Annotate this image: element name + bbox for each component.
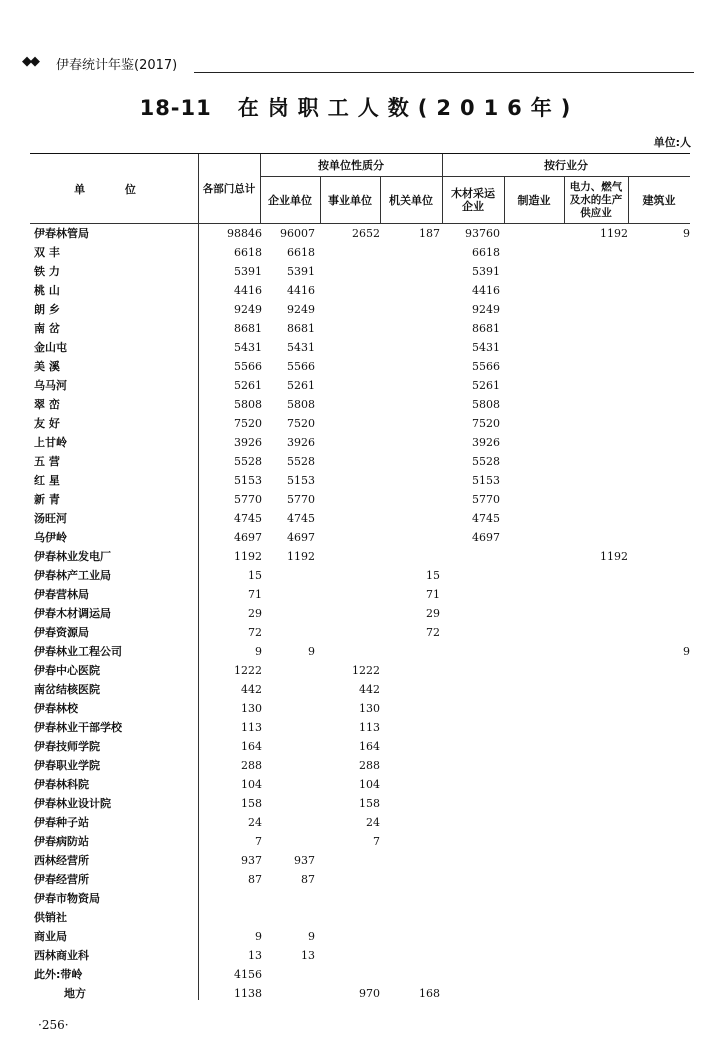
cell-total: 158 <box>241 797 262 810</box>
table-title <box>0 92 719 122</box>
table-row <box>30 813 690 832</box>
cell-timber: 5391 <box>472 265 500 278</box>
row-unit-name: 桃 山 <box>34 284 60 297</box>
col-enterprise-header: 企业单位 <box>268 193 312 207</box>
row-unit-name: 红 星 <box>34 474 60 487</box>
cell-total: 937 <box>241 854 262 867</box>
cell-institution: 113 <box>359 721 380 734</box>
cell-enterprise: 4416 <box>287 284 315 297</box>
cell-enterprise: 5261 <box>287 379 315 392</box>
cell-enterprise: 9249 <box>287 303 315 316</box>
row-unit-name: 地方 <box>64 987 86 1000</box>
cell-total: 7 <box>255 835 262 848</box>
cell-total: 5153 <box>234 474 262 487</box>
row-unit-name: 西林商业科 <box>34 949 89 962</box>
table-body <box>30 224 690 1003</box>
table-row <box>30 243 690 262</box>
cell-timber: 4416 <box>472 284 500 297</box>
row-unit-name: 商业局 <box>34 930 67 943</box>
col-unit-header: 单 位 <box>74 182 154 196</box>
cell-timber: 6618 <box>472 246 500 259</box>
cell-enterprise: 96007 <box>280 227 315 240</box>
table-row <box>30 832 690 851</box>
row-unit-name: 伊春林产工业局 <box>34 569 111 582</box>
row-unit-name: 五 营 <box>34 455 60 468</box>
cell-enterprise: 4745 <box>287 512 315 525</box>
header-divider <box>320 176 321 224</box>
cell-total: 5528 <box>234 455 262 468</box>
header-divider <box>504 176 505 224</box>
row-unit-name: 铁 力 <box>34 265 60 278</box>
row-unit-name: 汤旺河 <box>34 512 67 525</box>
cell-total: 5566 <box>234 360 262 373</box>
table-row <box>30 338 690 357</box>
cell-institution: 104 <box>359 778 380 791</box>
row-unit-name: 伊春种子站 <box>34 816 89 829</box>
cell-total: 104 <box>241 778 262 791</box>
row-unit-name: 友 好 <box>34 417 60 430</box>
col-power-header: 电力、燃气及水的生产供应业 <box>569 180 623 219</box>
row-unit-name: 伊春资源局 <box>34 626 89 639</box>
cell-total: 9 <box>255 930 262 943</box>
row-unit-name: 伊春林管局 <box>34 227 89 240</box>
cell-enterprise: 5391 <box>287 265 315 278</box>
cell-total: 98846 <box>227 227 262 240</box>
table-row <box>30 737 690 756</box>
cell-enterprise: 9 <box>308 645 315 658</box>
cell-total: 5261 <box>234 379 262 392</box>
row-unit-name: 上甘岭 <box>34 436 67 449</box>
row-unit-name: 翠 峦 <box>34 398 60 411</box>
header-divider <box>198 154 199 224</box>
cell-total: 71 <box>248 588 262 601</box>
cell-enterprise: 3926 <box>287 436 315 449</box>
cell-enterprise: 5528 <box>287 455 315 468</box>
cell-institution: 288 <box>359 759 380 772</box>
cell-timber: 8681 <box>472 322 500 335</box>
cell-total: 4745 <box>234 512 262 525</box>
table-row <box>30 547 690 566</box>
cell-total: 9 <box>255 645 262 658</box>
header-divider <box>628 176 629 224</box>
cell-total: 9249 <box>234 303 262 316</box>
table-row <box>30 756 690 775</box>
row-unit-name: 伊春林科院 <box>34 778 89 791</box>
cell-total: 1222 <box>234 664 262 677</box>
cell-timber: 5528 <box>472 455 500 468</box>
cell-institution: 1222 <box>352 664 380 677</box>
table-row <box>30 528 690 547</box>
header-group-rule <box>260 176 690 177</box>
cell-enterprise: 8681 <box>287 322 315 335</box>
row-unit-name: 供销社 <box>34 911 67 924</box>
table-header <box>30 154 690 224</box>
header-divider <box>260 154 261 224</box>
table-row <box>30 490 690 509</box>
row-unit-name: 金山屯 <box>34 341 67 354</box>
cell-enterprise: 87 <box>301 873 315 886</box>
cell-enterprise: 6618 <box>287 246 315 259</box>
table-row <box>30 984 690 1003</box>
cell-enterprise: 5566 <box>287 360 315 373</box>
row-unit-name: 伊春职业学院 <box>34 759 100 772</box>
table-row <box>30 471 690 490</box>
cell-enterprise: 5808 <box>287 398 315 411</box>
cell-timber: 9249 <box>472 303 500 316</box>
cell-total: 164 <box>241 740 262 753</box>
cell-institution: 7 <box>373 835 380 848</box>
table-row <box>30 300 690 319</box>
cell-timber: 5153 <box>472 474 500 487</box>
cell-construction: 9 <box>683 227 690 240</box>
table-row <box>30 965 690 984</box>
cell-enterprise: 937 <box>294 854 315 867</box>
cell-total: 4416 <box>234 284 262 297</box>
cell-government: 15 <box>426 569 440 582</box>
table-row <box>30 566 690 585</box>
group-nature-header: 按单位性质分 <box>318 158 384 172</box>
table-row <box>30 357 690 376</box>
cell-timber: 7520 <box>472 417 500 430</box>
cell-total: 130 <box>241 702 262 715</box>
table-row <box>30 281 690 300</box>
table-row <box>30 851 690 870</box>
row-unit-name: 双 丰 <box>34 246 60 259</box>
cell-total: 24 <box>248 816 262 829</box>
group-industry-header: 按行业分 <box>544 158 588 172</box>
cell-total: 87 <box>248 873 262 886</box>
row-unit-name: 伊春林业工程公司 <box>34 645 122 658</box>
table-row <box>30 452 690 471</box>
cell-government: 29 <box>426 607 440 620</box>
cell-enterprise: 4697 <box>287 531 315 544</box>
cell-timber: 5808 <box>472 398 500 411</box>
cell-power: 1192 <box>600 227 628 240</box>
cell-institution: 2652 <box>352 227 380 240</box>
cell-construction: 9 <box>683 645 690 658</box>
cell-institution: 158 <box>359 797 380 810</box>
cell-enterprise: 1192 <box>287 550 315 563</box>
cell-timber: 5261 <box>472 379 500 392</box>
diamond-marker-icon: ◆◆ <box>22 54 38 69</box>
row-unit-name: 南岔结核医院 <box>34 683 100 696</box>
header-divider <box>442 154 443 224</box>
cell-enterprise: 7520 <box>287 417 315 430</box>
cell-timber: 93760 <box>465 227 500 240</box>
cell-enterprise: 9 <box>308 930 315 943</box>
table-row <box>30 319 690 338</box>
cell-government: 72 <box>426 626 440 639</box>
row-unit-name: 伊春林校 <box>34 702 78 715</box>
cell-total: 442 <box>241 683 262 696</box>
cell-total: 72 <box>248 626 262 639</box>
table-row <box>30 699 690 718</box>
cell-total: 5431 <box>234 341 262 354</box>
col-government-header: 机关单位 <box>389 193 433 207</box>
header-divider <box>564 176 565 224</box>
table-row <box>30 224 690 243</box>
cell-power: 1192 <box>600 550 628 563</box>
table-title-text: 在岗职工人数(2016年) <box>237 96 580 120</box>
cell-timber: 4745 <box>472 512 500 525</box>
unit-label: 单位:人 <box>653 136 691 149</box>
running-header <box>22 50 694 74</box>
col-manufacturing-header: 制造业 <box>517 193 551 207</box>
page-number: ·256· <box>38 1018 69 1032</box>
cell-enterprise: 13 <box>301 949 315 962</box>
table-row <box>30 395 690 414</box>
table-row <box>30 718 690 737</box>
table-row <box>30 604 690 623</box>
table-row <box>30 927 690 946</box>
col-construction-header: 建筑业 <box>642 193 676 207</box>
table-row <box>30 509 690 528</box>
cell-total: 1192 <box>234 550 262 563</box>
table-row <box>30 661 690 680</box>
table-row <box>30 262 690 281</box>
row-unit-name: 伊春营林局 <box>34 588 89 601</box>
row-unit-name: 新 青 <box>34 493 60 506</box>
cell-enterprise: 5770 <box>287 493 315 506</box>
table-number: 18-11 <box>139 96 212 120</box>
cell-total: 8681 <box>234 322 262 335</box>
cell-total: 5808 <box>234 398 262 411</box>
col-total-header: 各部门总计 <box>202 182 256 195</box>
row-unit-name: 此外:带岭 <box>34 968 83 981</box>
col-institution-header: 事业单位 <box>328 193 372 207</box>
header-divider <box>380 176 381 224</box>
row-unit-name: 乌伊岭 <box>34 531 67 544</box>
cell-enterprise: 5431 <box>287 341 315 354</box>
table-row <box>30 946 690 965</box>
row-unit-name: 伊春林业发电厂 <box>34 550 111 563</box>
table-row <box>30 376 690 395</box>
cell-total: 288 <box>241 759 262 772</box>
cell-total: 15 <box>248 569 262 582</box>
col-timber-header: 木材采运企业 <box>451 187 495 213</box>
cell-total: 7520 <box>234 417 262 430</box>
table-row <box>30 433 690 452</box>
cell-institution: 164 <box>359 740 380 753</box>
cell-timber: 4697 <box>472 531 500 544</box>
table-row <box>30 680 690 699</box>
row-unit-name: 伊春市物资局 <box>34 892 100 905</box>
cell-institution: 130 <box>359 702 380 715</box>
cell-total: 4156 <box>234 968 262 981</box>
table-row <box>30 870 690 889</box>
row-unit-name: 伊春病防站 <box>34 835 89 848</box>
table-row <box>30 642 690 661</box>
row-unit-name: 南 岔 <box>34 322 60 335</box>
header-rule <box>194 72 694 73</box>
cell-government: 168 <box>419 987 440 1000</box>
cell-enterprise: 5153 <box>287 474 315 487</box>
cell-institution: 24 <box>366 816 380 829</box>
cell-timber: 5431 <box>472 341 500 354</box>
table-row <box>30 585 690 604</box>
row-unit-name: 西林经营所 <box>34 854 89 867</box>
table-row <box>30 414 690 433</box>
table-row <box>30 794 690 813</box>
cell-government: 71 <box>426 588 440 601</box>
cell-timber: 3926 <box>472 436 500 449</box>
cell-total: 1138 <box>234 987 262 1000</box>
cell-government: 187 <box>419 227 440 240</box>
row-unit-name: 伊春木材调运局 <box>34 607 111 620</box>
table-row <box>30 623 690 642</box>
cell-total: 5770 <box>234 493 262 506</box>
cell-total: 5391 <box>234 265 262 278</box>
row-unit-name: 朗 乡 <box>34 303 60 316</box>
cell-institution: 442 <box>359 683 380 696</box>
cell-total: 3926 <box>234 436 262 449</box>
table-row <box>30 889 690 908</box>
cell-timber: 5566 <box>472 360 500 373</box>
cell-institution: 970 <box>359 987 380 1000</box>
cell-total: 6618 <box>234 246 262 259</box>
book-title: 伊春统计年鉴(2017) <box>56 58 178 73</box>
row-unit-name: 伊春经营所 <box>34 873 89 886</box>
row-unit-name: 伊春中心医院 <box>34 664 100 677</box>
row-unit-name: 美 溪 <box>34 360 60 373</box>
cell-total: 29 <box>248 607 262 620</box>
table-row <box>30 908 690 927</box>
cell-total: 4697 <box>234 531 262 544</box>
cell-total: 13 <box>248 949 262 962</box>
row-unit-name: 伊春技师学院 <box>34 740 100 753</box>
cell-timber: 5770 <box>472 493 500 506</box>
row-unit-name: 乌马河 <box>34 379 67 392</box>
cell-total: 113 <box>241 721 262 734</box>
table-row <box>30 775 690 794</box>
row-unit-name: 伊春林业设计院 <box>34 797 111 810</box>
row-unit-name: 伊春林业干部学校 <box>34 721 122 734</box>
